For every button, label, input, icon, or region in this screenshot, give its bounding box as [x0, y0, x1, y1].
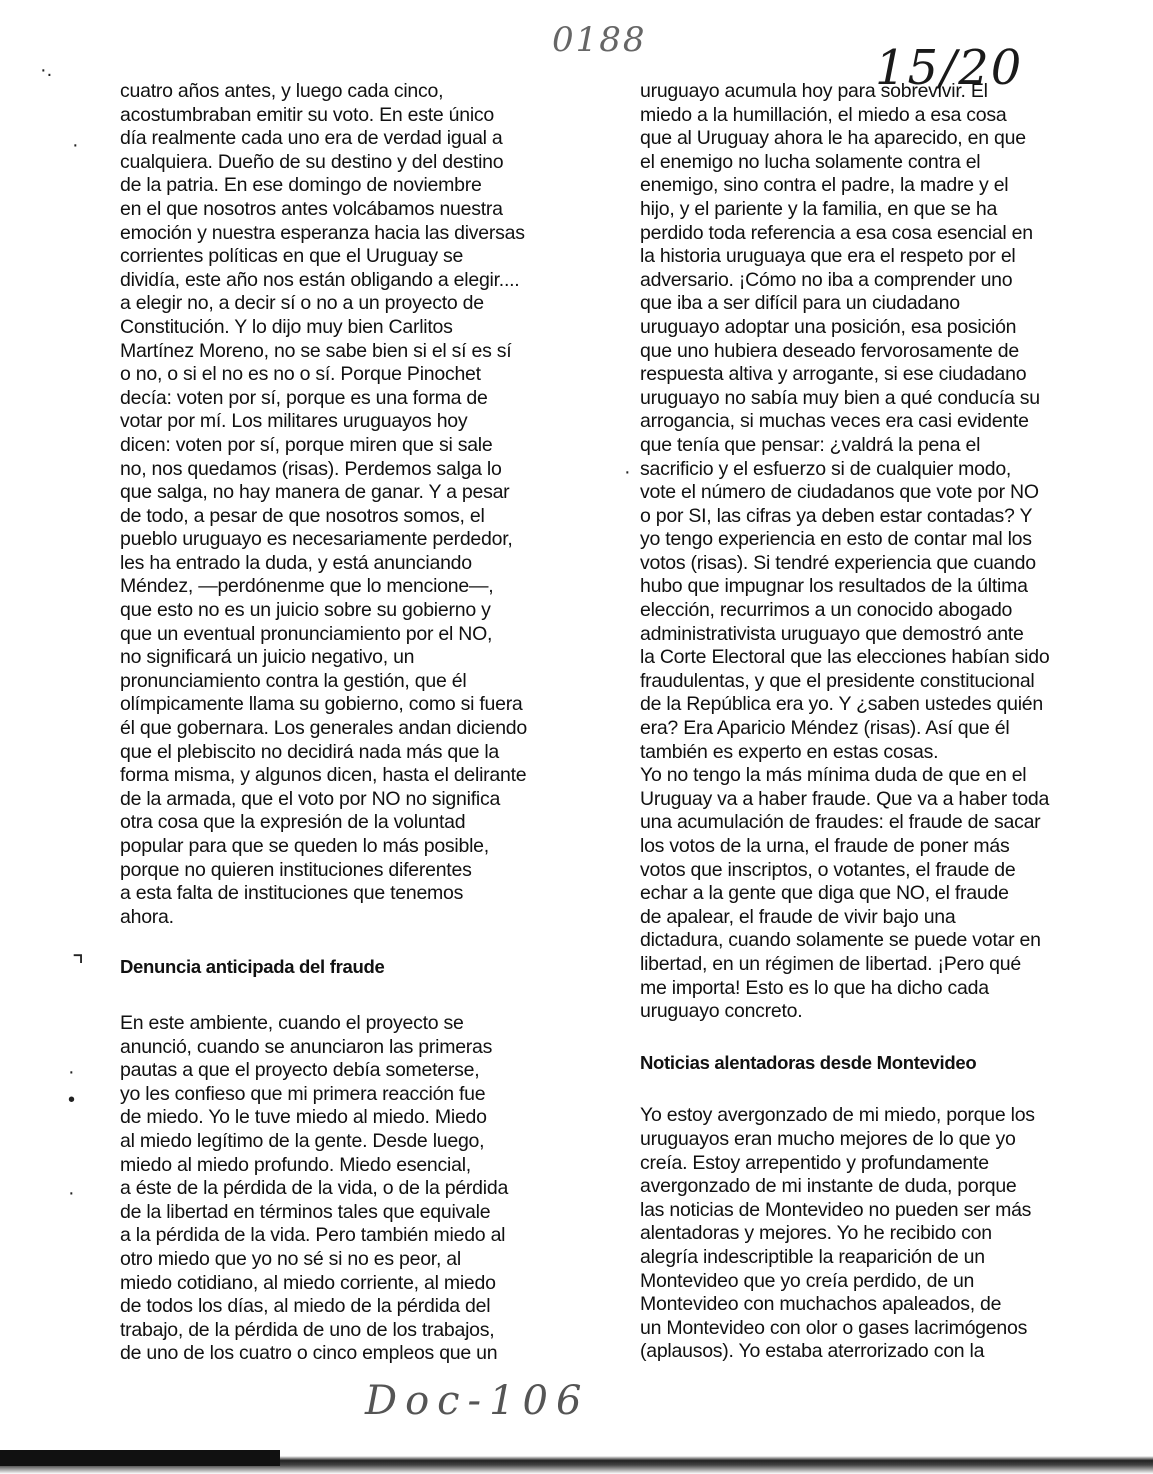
text-line: Martínez Moreno, no se sabe bien si el sí es sí — [120, 339, 512, 362]
text-line: yo tengo experiencia en esto de contar mal los — [640, 528, 1032, 551]
text-line: a éste de la pérdida de la vida, o de la pérdida — [120, 1177, 509, 1200]
text-line: que un eventual pronunciamiento por el NO, — [120, 622, 493, 645]
text-line: avergonzado de mi instante de duda, porque — [640, 1175, 1017, 1198]
text-line: al miedo legítimo de la gente. Desde luego, — [120, 1129, 485, 1152]
text-line: popular para que se queden lo más posible, — [120, 835, 489, 857]
text-line: porque no quieren instituciones diferentes — [120, 858, 472, 881]
text-line: votos (risas). Si tendré experiencia que cuando — [640, 551, 1036, 574]
text-line: a esta falta de instituciones que tenemos — [120, 882, 464, 905]
text-line: miedo cotidiano, al miedo corriente, al miedo — [120, 1271, 496, 1294]
left-column — [120, 80, 600, 1366]
text-line: uruguayo adoptar una posición, esa posición — [640, 315, 1017, 338]
text-line: o no, o si el no es no o sí. Porque Pinochet — [120, 363, 481, 386]
handwritten-page-fraction: 15/20 — [875, 40, 1024, 96]
text-line: uruguayo acumula hoy para sobrevivir. El — [640, 80, 988, 102]
margin-tick-mark: ⌝ — [72, 950, 85, 980]
scan-speck: • — [68, 1089, 76, 1111]
text-line: uruguayos eran mucho mejores de lo que yo — [640, 1127, 1016, 1150]
scan-speck: ·. — [40, 59, 53, 81]
text-line: cuatro años antes, y luego cada cinco, — [120, 80, 444, 102]
text-line: otra cosa que la expresión de la voluntad — [120, 811, 466, 834]
text-line: sacrificio y el esfuerzo si de cualquier modo, — [640, 457, 1012, 480]
text-line: En este ambiente, cuando el proyecto se — [120, 1011, 464, 1034]
text-line: Méndez, —perdónenme que lo mencione—, — [120, 575, 494, 598]
text-line: alegría indescriptible la reaparición de un — [640, 1245, 985, 1268]
text-line: acostumbraban emitir su voto. En este único — [120, 103, 495, 126]
text-line: de la patria. En ese domingo de noviembre — [120, 174, 482, 197]
text-line: Yo estoy avergonzado de mi miedo, porque los — [640, 1104, 1035, 1127]
section-heading-montevideo: Noticias alentadoras desde Montevideo — [640, 1051, 977, 1073]
text-line: yo les confieso que mi primera reacción fue — [120, 1082, 486, 1105]
text-line: Montevideo con muchachos apaleados, de — [640, 1293, 1002, 1316]
scan-speck: · — [68, 1061, 75, 1083]
text-line: o por SI, las cifras ya deben estar contadas? Y — [640, 504, 1033, 527]
text-line: un Montevideo con olor o gases lacrimógenos — [640, 1316, 1028, 1339]
text-line: anunció, cuando se anunciaron las primeras — [120, 1035, 493, 1058]
right-paragraph-block — [640, 1104, 1120, 1364]
text-line: la historia uruguaya que era el respeto por el — [640, 245, 1016, 268]
text-line: de apalear, el fraude de vivir bajo una — [640, 905, 956, 928]
spacer — [120, 929, 600, 955]
text-line: (aplausos). Yo estaba aterrorizado con la — [640, 1340, 985, 1363]
left-paragraph-block — [120, 1012, 600, 1366]
text-line: Montevideo que yo creía perdido, de un — [640, 1269, 975, 1292]
text-line: arrogancia, si muchas veces era casi evidente — [640, 410, 1029, 433]
text-line: que esto no es un juicio sobre su gobierno y — [120, 599, 491, 622]
text-line: pautas a que el proyecto debía someterse, — [120, 1059, 480, 1082]
text-line: los votos de la urna, el fraude de poner más — [640, 835, 1010, 857]
text-line: que iba a ser difícil para un ciudadano — [640, 292, 960, 315]
text-line: hijo, y el pariente y la familia, en que se ha — [640, 197, 998, 220]
text-line: elección, recurrimos a un conocido abogado — [640, 599, 1013, 622]
text-line: cualquiera. Dueño de su destino y del destino — [120, 150, 504, 173]
spacer — [640, 1074, 1120, 1104]
text-line: dicen: voten por sí, porque miren que si sale — [120, 433, 493, 456]
text-line: forma misma, y algunos dicen, hasta el delirante — [120, 764, 527, 787]
text-line: me importa! Esto es lo que ha dicho cada — [640, 976, 989, 999]
text-line: de uno de los cuatro o cinco empleos que un — [120, 1342, 498, 1365]
text-line: pueblo uruguayo es necesariamente perdedor, — [120, 528, 513, 551]
text-line: perdido toda referencia a esa cosa esencial en — [640, 221, 1033, 244]
text-line: emoción y nuestra esperanza hacia las diversas — [120, 221, 525, 244]
text-line: trabajo, de la pérdida de uno de los trabajos, — [120, 1318, 495, 1341]
text-line: Yo no tengo la más mínima duda de que en el — [640, 764, 1027, 787]
text-line: también es experto en estas cosas. — [640, 740, 939, 763]
text-line: de miedo. Yo le tuve miedo al miedo. Miedo — [120, 1106, 487, 1129]
text-line: otro miedo que yo no sé si no es peor, al — [120, 1247, 461, 1270]
text-line: no significará un juicio negativo, un — [120, 646, 415, 669]
text-line: a elegir no, a decir sí o no a un proyecto de — [120, 292, 484, 315]
text-line: el enemigo no lucha solamente contra el — [640, 150, 981, 173]
handwritten-archive-number: 0188 — [552, 20, 647, 60]
text-line: Uruguay va a haber fraude. Que va a haber toda — [640, 787, 1050, 810]
text-line: respuesta altiva y arrogante, si ese ciudadano — [640, 363, 1027, 386]
text-line: echar a la gente que diga que NO, el fraude — [640, 882, 1009, 905]
text-line: creía. Estoy arrepentido y profundamente — [640, 1151, 989, 1174]
scan-edge-dark — [0, 1450, 280, 1466]
text-line: de la armada, que el voto por NO no significa — [120, 787, 501, 810]
text-line: ahora. — [120, 905, 174, 928]
text-line: dividía, este año nos están obligando a elegir.... — [120, 268, 520, 291]
left-paragraph-block — [120, 80, 600, 929]
text-line: vote el número de ciudadanos que vote por NO — [640, 481, 1039, 504]
text-line: fraudulentas, y que el presidente constitucional — [640, 669, 1035, 692]
text-line: él que gobernara. Los generales andan diciendo — [120, 717, 527, 740]
text-line: día realmente cada uno era de verdad igual a — [120, 127, 503, 150]
right-paragraph-block — [640, 80, 1120, 1024]
text-line: miedo a la humillación, el miedo a esa cosa — [640, 103, 1007, 126]
text-line: de todos los días, al miedo de la pérdida del — [120, 1295, 491, 1318]
text-line: adversario. ¡Cómo no iba a comprender uno — [640, 268, 1013, 291]
text-line: olímpicamente llama su gobierno, como si fuera — [120, 693, 523, 716]
text-line: que salga, no hay manera de ganar. Y a pesar — [120, 481, 510, 504]
text-line: la Corte Electoral que las elecciones habían sido — [640, 646, 1050, 669]
text-line: a la pérdida de la vida. Pero también miedo al — [120, 1224, 506, 1247]
text-line: una acumulación de fraudes: el fraude de sacar — [640, 811, 1041, 834]
text-line: Constitución. Y lo dijo muy bien Carlitos — [120, 315, 453, 338]
text-line: corrientes políticas en que el Uruguay se — [120, 245, 464, 268]
text-line: miedo al miedo profundo. Miedo esencial, — [120, 1153, 471, 1176]
text-line: uruguayo no sabía muy bien a qué conducía su — [640, 386, 1040, 409]
spacer — [640, 1024, 1120, 1051]
text-line: uruguayo concreto. — [640, 1000, 803, 1023]
handwritten-document-label: Doc-106 — [365, 1378, 590, 1424]
text-line: las noticias de Montevideo no pueden ser más — [640, 1198, 1032, 1221]
scan-speck: · — [68, 1182, 75, 1204]
text-line: que tenía que pensar: ¿valdrá la pena el — [640, 433, 981, 456]
text-line: de la República era yo. Y ¿saben ustedes quién — [640, 693, 1043, 716]
text-line: que el plebiscito no decidirá nada más que la — [120, 740, 500, 763]
spacer — [120, 979, 600, 1012]
text-line: votos que inscriptos, o votantes, el fraude de — [640, 858, 1016, 881]
text-line: libertad, en un régimen de libertad. ¡Pero qué — [640, 952, 1021, 975]
text-line: les ha entrado la duda, y está anunciando — [120, 551, 472, 574]
scan-speck: · — [72, 134, 79, 156]
text-line: que uno hubiera deseado fervorosamente de — [640, 339, 1019, 362]
text-line: era? Era Aparicio Méndez (risas). Así que él — [640, 717, 1010, 740]
text-line: votar por mí. Los militares uruguayos hoy — [120, 410, 468, 433]
right-column — [640, 80, 1120, 1364]
section-heading-fraude: Denuncia anticipada del fraude — [120, 956, 385, 978]
scan-speck: · — [624, 461, 631, 483]
text-line: de la libertad en términos tales que equivale — [120, 1200, 491, 1223]
text-line: en el que nosotros antes volcábamos nuestra — [120, 197, 503, 220]
text-line: dictadura, cuando solamente se puede votar en — [640, 929, 1041, 952]
text-line: alentadoras y mejores. Yo he recibido con — [640, 1222, 992, 1245]
text-line: no, nos quedamos (risas). Perdemos salga lo — [120, 457, 502, 480]
text-line: enemigo, sino contra el padre, la madre y el — [640, 174, 1009, 197]
text-line: administrativista uruguayo que demostró ante — [640, 622, 1024, 645]
text-line: que al Uruguay ahora le ha aparecido, en que — [640, 127, 1026, 150]
text-line: pronunciamiento contra la gestión, que él — [120, 669, 467, 692]
text-line: hubo que impugnar los resultados de la última — [640, 575, 1028, 598]
text-line: de todo, a pesar de que nosotros somos, el — [120, 504, 485, 527]
text-line: decía: voten por sí, porque es una forma de — [120, 386, 488, 409]
